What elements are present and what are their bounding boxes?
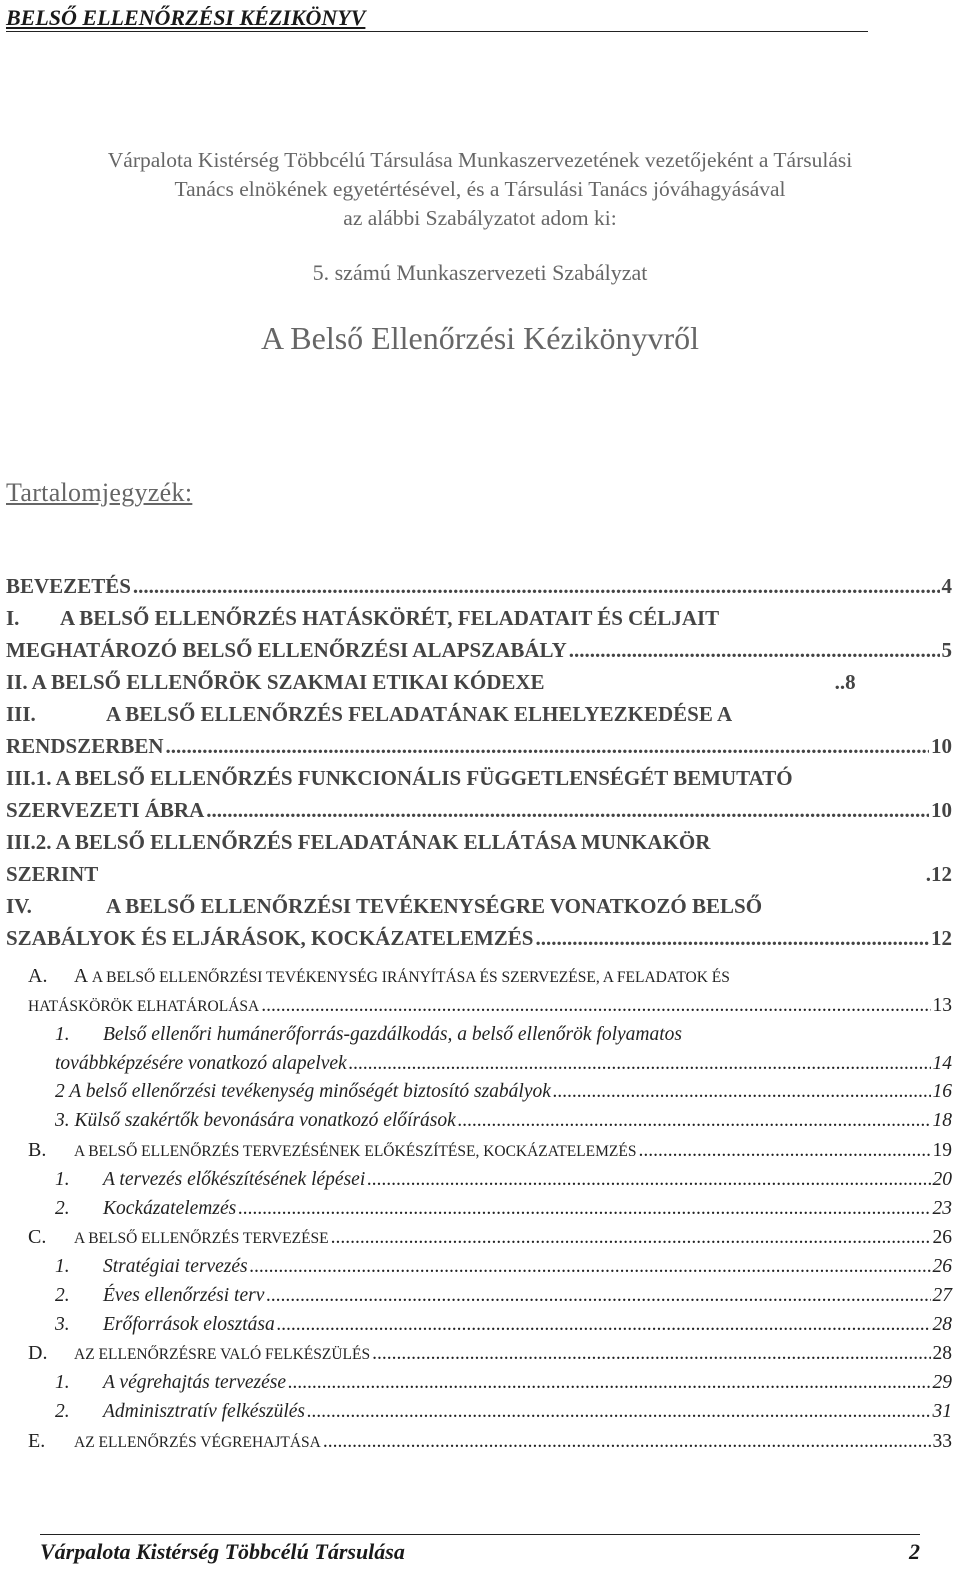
intro-line: az alábbi Szabályzatot adom ki: <box>343 206 617 230</box>
toc-entry-number: 2. <box>55 1284 70 1306</box>
toc-entry-text: MEGHATÁROZÓ BELSŐ ELLENŐRZÉSI ALAPSZABÁLY <box>6 638 567 662</box>
toc-entry-bevezetes[interactable] <box>6 570 952 602</box>
toc-entry-letter: A. <box>28 965 48 987</box>
toc-entry-text: HATÁSKÖRÖK ELHATÁROLÁSA <box>28 998 260 1015</box>
toc-entry-text: A BELSŐ ELLENŐRZÉS TERVEZÉSÉNEK ELŐKÉSZÍTÉSE, KOCKÁZATELEMZÉS <box>74 1142 637 1160</box>
toc-entry-iv[interactable] <box>6 890 952 954</box>
toc-entry-number: 1. <box>55 1256 70 1278</box>
footer-organization: Várpalota Kistérség Többcélú Társulása <box>40 1539 405 1564</box>
toc-entry-text: A BELSŐ ELLENŐRZÉS TERVEZÉSE <box>74 1230 329 1248</box>
dot-leader <box>277 1311 931 1340</box>
dot-leader <box>238 1195 930 1224</box>
toc-entry-number: III. <box>6 702 36 726</box>
toc-page-number: 16 <box>932 1081 952 1103</box>
toc-entry-text: A BELSŐ ELLENŐRZÉS FELADATÁNAK ELHELYEZKEDÉSE A <box>106 702 733 726</box>
toc-entry-b-1[interactable] <box>6 1166 952 1195</box>
toc-entry-text: A BELSŐ ELLENŐRZÉSI TEVÉKENYSÉG IRÁNYÍTÁSA ÉS SZERVEZÉSE, A FELADATOK ÉS <box>91 969 730 986</box>
dot-leader <box>367 1166 930 1195</box>
toc-entry-number: 1. <box>55 1168 70 1190</box>
dot-leader <box>266 1282 930 1311</box>
toc-entry-a-1[interactable] <box>6 1021 952 1078</box>
toc-entry-iii-1[interactable] <box>6 762 952 826</box>
toc-entry-text: továbbképzésére vonatkozó alapelvek <box>55 1052 347 1074</box>
toc-entry-c-3[interactable] <box>6 1311 952 1340</box>
toc-entry-text: Belső ellenőri humánerőforrás-gazdálkodás, a belső ellenőrök folyamatos <box>103 1024 682 1045</box>
dot-leader <box>166 730 929 762</box>
dot-leader <box>535 922 929 954</box>
toc-page-number: 33 <box>932 1430 952 1452</box>
toc-entry-text: A BELSŐ ELLENŐRZÉS HATÁSKÖRÉT, FELADATAIT ÉS CÉLJAIT <box>60 606 720 630</box>
dot-leader <box>133 570 940 602</box>
toc-entry-text: Kockázatelemzés <box>103 1197 237 1219</box>
dot-leader <box>331 1224 931 1252</box>
toc-entry-text: 2 A belső ellenőrzési tevékenység minőségét biztosító szabályok <box>55 1081 551 1103</box>
toc-page-number: 28 <box>932 1343 952 1365</box>
toc-heading: Tartalomjegyzék: <box>6 478 193 507</box>
toc-entry-number: 2. <box>55 1197 70 1219</box>
toc-page-number: 5 <box>941 638 952 662</box>
intro-paragraph <box>0 146 960 233</box>
dot-leader <box>323 1428 931 1456</box>
toc-page-number: 29 <box>932 1372 952 1394</box>
dot-leader <box>569 634 940 666</box>
dot-leader <box>349 1050 931 1079</box>
toc-entry-number: I. <box>6 606 20 630</box>
toc-entry-number: IV. <box>6 894 32 918</box>
toc-page-number: 26 <box>932 1227 952 1249</box>
toc-entry-i[interactable] <box>6 602 952 666</box>
toc-page-number: 20 <box>932 1168 952 1190</box>
toc-entry-number: 1. <box>55 1372 70 1394</box>
toc-page-number: ..8 <box>834 670 856 694</box>
toc-entry-iii[interactable] <box>6 698 952 762</box>
toc-entry-text: SZERVEZETI ÁBRA <box>6 798 205 822</box>
toc-entry-b[interactable] <box>6 1136 952 1166</box>
regulation-number: 5. számú Munkaszervezeti Szabályzat <box>312 260 648 285</box>
dot-leader <box>458 1107 931 1136</box>
toc-entry-text: A BELSŐ ELLENŐRZÉSI TEVÉKENYSÉGRE VONATKOZÓ BELSŐ <box>106 894 763 918</box>
dot-leader <box>372 1340 930 1368</box>
toc-entry-iii-2[interactable] <box>6 826 952 890</box>
toc-page-number: 10 <box>931 734 952 758</box>
toc-entry-text: III.2. A BELSŐ ELLENŐRZÉS FELADATÁNAK ELLÁTÁSA MUNKAKÖR <box>6 830 711 854</box>
toc-entry-b-2[interactable] <box>6 1195 952 1224</box>
dot-leader <box>261 992 930 1020</box>
dot-leader <box>250 1253 931 1282</box>
toc-entry-text: II. A BELSŐ ELLENŐRÖK SZAKMAI ETIKAI KÓDEXE <box>6 670 545 694</box>
toc-page-number: 12 <box>931 926 952 950</box>
toc-page-number: 31 <box>932 1401 952 1423</box>
toc-entry-number: 3. <box>55 1313 70 1335</box>
toc-entry-c-1[interactable] <box>6 1253 952 1282</box>
dot-leader <box>206 794 929 826</box>
toc-page-number: 4 <box>941 574 952 598</box>
toc-entry-number: 2. <box>55 1401 70 1423</box>
toc-entry-number: 1. <box>55 1024 70 1045</box>
running-footer <box>40 1534 920 1565</box>
toc-entry-text: Adminisztratív felkészülés <box>103 1401 306 1423</box>
toc-page-number: 19 <box>932 1139 952 1161</box>
toc-entry-text: III.1. A BELSŐ ELLENŐRZÉS FUNKCIONÁLIS FÜGGETLENSÉGÉT BEMUTATÓ <box>6 766 793 790</box>
footer-page-number: 2 <box>909 1539 920 1564</box>
toc-page-number: 23 <box>932 1197 952 1219</box>
table-of-contents <box>6 570 952 1457</box>
toc-entry-text: SZERINT <box>6 862 99 886</box>
toc-page-number: 14 <box>932 1052 952 1074</box>
toc-entry-e[interactable] <box>6 1427 952 1457</box>
dot-leader <box>307 1398 930 1427</box>
toc-entry-text: RENDSZERBEN <box>6 734 164 758</box>
toc-entry-text: AZ ELLENŐRZÉSRE VALÓ FELKÉSZÜLÉS <box>74 1346 371 1364</box>
dot-leader <box>288 1369 930 1398</box>
running-header <box>6 4 868 32</box>
header-title: BELSŐ ELLENŐRZÉSI KÉZIKÖNYV <box>6 5 366 30</box>
toc-entry-a-2[interactable] <box>6 1078 952 1107</box>
toc-page-number: 28 <box>932 1313 952 1335</box>
dot-leader <box>638 1137 930 1165</box>
toc-entry-text: A tervezés előkészítésének lépései <box>103 1168 366 1190</box>
toc-entry-ii[interactable] <box>6 666 952 698</box>
toc-entry-d-2[interactable] <box>6 1398 952 1427</box>
toc-entry-letter: C. <box>28 1226 47 1249</box>
toc-entry-letter: B. <box>28 1138 47 1161</box>
toc-entry-text: BEVEZETÉS <box>6 574 131 598</box>
toc-page-number: 26 <box>932 1256 952 1278</box>
document-title: A Belső Ellenőrzési Kézikönyvről <box>260 320 700 356</box>
toc-entry-c[interactable] <box>6 1223 952 1253</box>
toc-entry-text: Éves ellenőrzési terv <box>103 1284 265 1306</box>
toc-entry-text: SZABÁLYOK ÉS ELJÁRÁSOK, KOCKÁZATELEMZÉS <box>6 926 534 950</box>
toc-entry-a[interactable]: A. A A BELSŐ ELLENŐRZÉSI TEVÉKENYSÉG IRÁNYÍTÁSA ÉS SZERVEZÉSE, A FELADATOK ÉS HATÁSKÖRÖK ELHATÁROLÁSA ..... 13 <box>6 962 952 1021</box>
toc-entry-text: Stratégiai tervezés <box>103 1256 248 1278</box>
toc-entry-text: Erőforrások elosztása <box>103 1313 275 1335</box>
toc-page-number: 13 <box>932 995 952 1016</box>
toc-entry-d[interactable] <box>6 1339 952 1369</box>
toc-entry-text: AZ ELLENŐRZÉS VÉGREHAJTÁSA <box>74 1433 321 1451</box>
intro-line: Várpalota Kistérség Többcélú Társulása Munkaszervezetének vezetőjeként a Társulási <box>107 148 853 172</box>
toc-page-number: 10 <box>931 798 952 822</box>
intro-line: Tanács elnökének egyetértésével, és a Társulási Tanács jóváhagyásával <box>174 177 786 201</box>
dot-leader <box>553 1078 931 1107</box>
toc-entry-text: 3. Külső szakértők bevonására vonatkozó előírások <box>55 1110 456 1132</box>
toc-page-number: .12 <box>925 862 952 886</box>
toc-entry-d-1[interactable] <box>6 1369 952 1398</box>
toc-entry-letter: E. <box>28 1429 46 1452</box>
toc-page-number: 18 <box>932 1110 952 1132</box>
toc-page-number: 27 <box>932 1284 952 1306</box>
toc-entry-letter: D. <box>28 1342 48 1365</box>
toc-entry-c-2[interactable] <box>6 1282 952 1311</box>
toc-entry-text: A végrehajtás tervezése <box>103 1372 287 1394</box>
toc-entry-a-3[interactable] <box>6 1107 952 1136</box>
